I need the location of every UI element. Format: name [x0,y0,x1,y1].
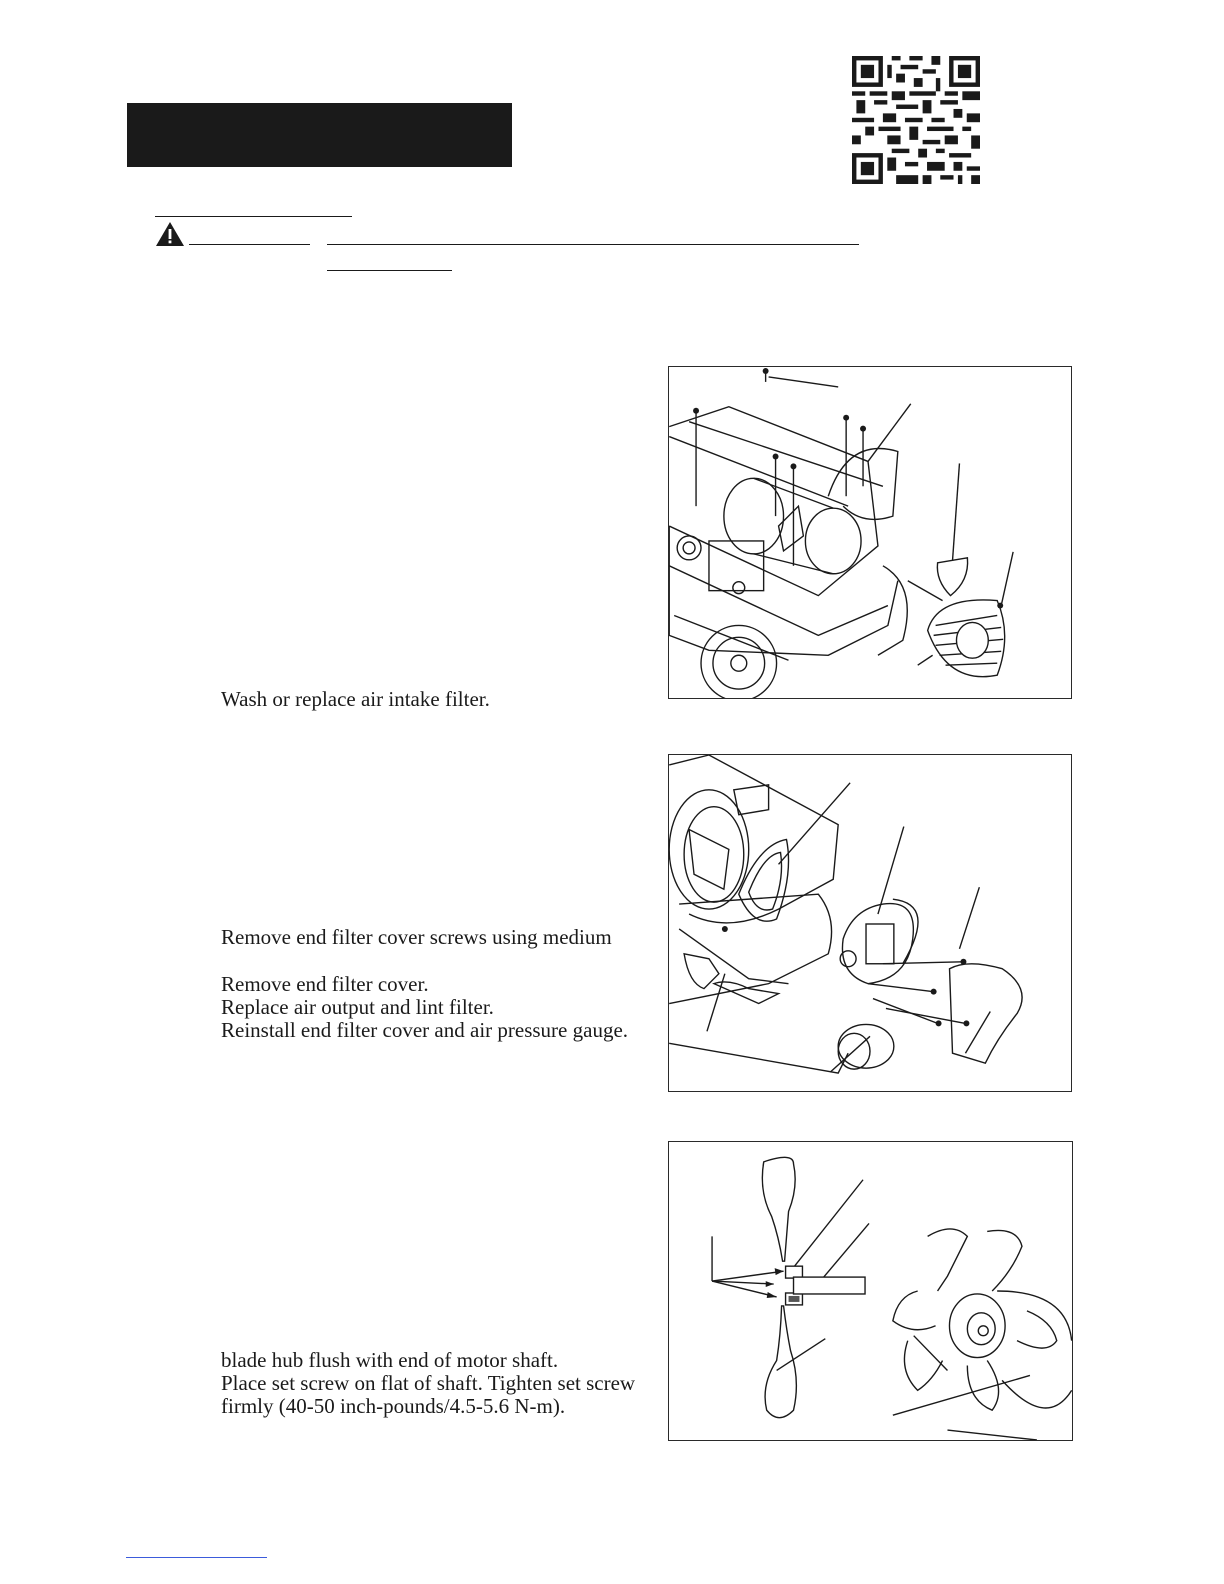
end-filter-cover-illustration [669,755,1071,1091]
step-output-filter-line-4: Reinstall end filter cover and air pressure gauge. [221,1018,629,1042]
step-fan-blade-line-2: Place set screw on flat of shaft. Tighten set screw [221,1371,636,1395]
figure-heater-intake-filter [668,366,1072,699]
warning-label-rule [189,244,310,245]
section-title-bar [127,103,512,167]
figure-fan-blade [668,1141,1073,1441]
warning-top-rule [155,216,352,217]
qr-code-icon [852,56,980,184]
footer-link-rule [126,1557,267,1558]
fan-blade-illustration [669,1142,1072,1440]
step-fan-blade-line-3: firmly (40-50 inch-pounds/4.5-5.6 N-m). [221,1394,566,1418]
figure-end-filter-cover [668,754,1072,1092]
step-air-intake-line-1: Wash or replace air intake filter. [221,687,490,711]
warning-triangle-icon [155,221,185,247]
heater-intake-illustration [669,367,1071,698]
step-output-filter-line-3: Replace air output and lint filter. [221,995,494,1019]
step-output-filter-line-1: Remove end filter cover screws using medium [221,925,612,949]
step-output-filter-line-2: Remove end filter cover. [221,972,429,996]
warning-text-rule-2 [327,270,452,271]
warning-text-rule-1 [327,244,859,245]
step-fan-blade-line-1: blade hub flush with end of motor shaft. [221,1348,559,1372]
